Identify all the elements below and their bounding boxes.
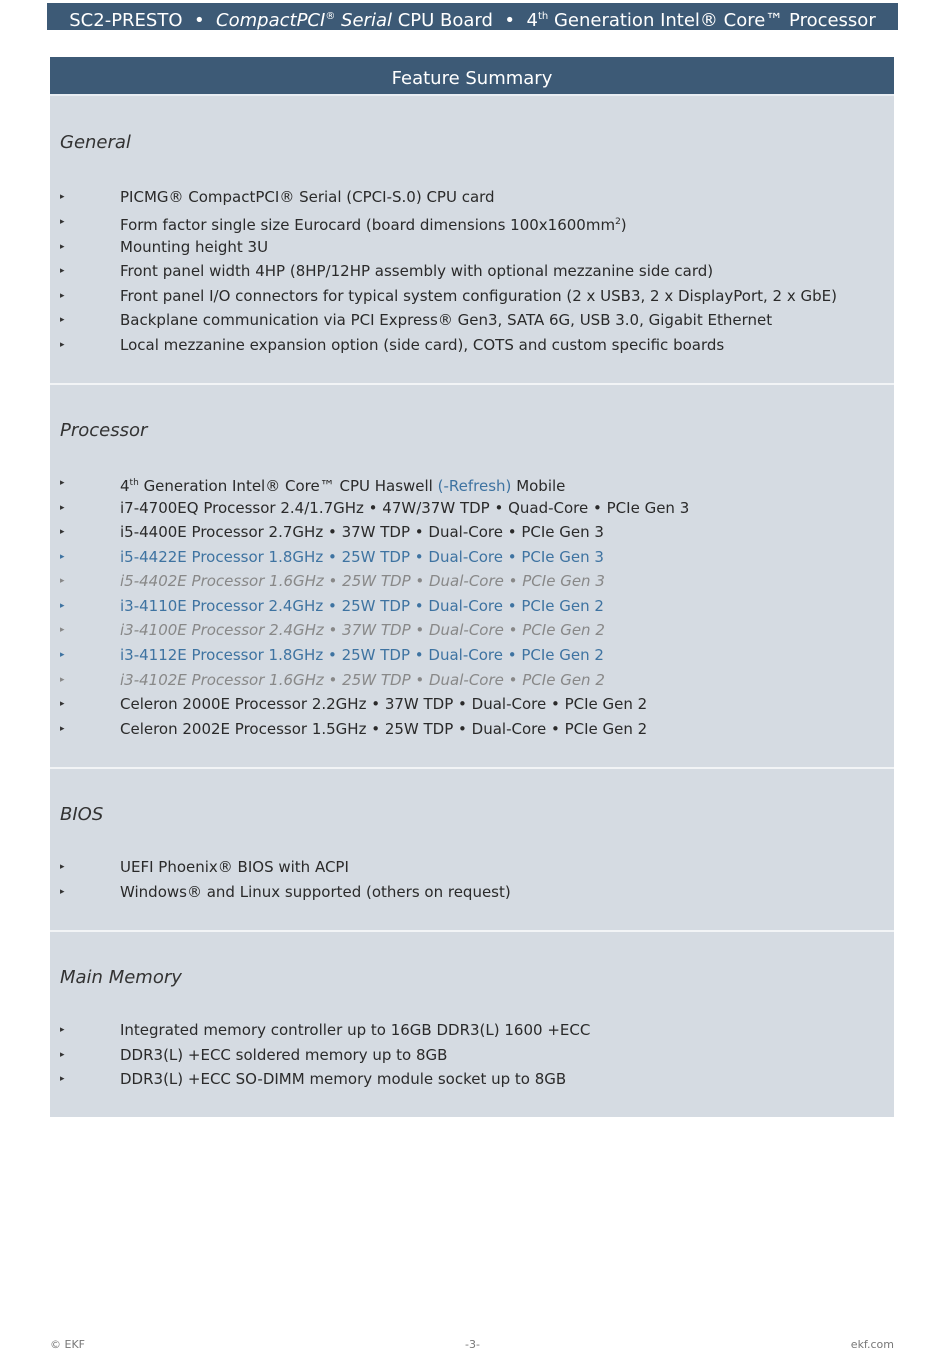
list-item: ▸ i3-4110E Processor 2.4GHz • 25W TDP • Dual-Core • PCIe Gen 2 xyxy=(50,594,894,618)
bullet-icon: ▸ xyxy=(60,1074,65,1084)
list-item: ▸ PICMG® CompactPCI® Serial (CPCI-S.0) CPU card xyxy=(50,185,894,209)
bullet-icon: ▸ xyxy=(60,266,65,276)
section-general xyxy=(50,96,894,385)
bullet-icon: ▸ xyxy=(60,675,65,685)
list-item: ▸ Celeron 2002E Processor 1.5GHz • 25W TDP • Dual-Core • PCIe Gen 2 xyxy=(50,717,894,741)
list-item: ▸ i3-4102E Processor 1.6GHz • 25W TDP • Dual-Core • PCIe Gen 2 xyxy=(50,668,894,692)
bullet-icon: ▸ xyxy=(60,887,65,897)
bullet-icon: ▸ xyxy=(60,217,65,227)
bullet-icon: ▸ xyxy=(60,1050,65,1060)
list-item: ▸ Integrated memory controller up to 16GB DDR3(L) 1600 +ECC xyxy=(50,1018,894,1042)
list-item: ▸ i3-4100E Processor 2.4GHz • 37W TDP • Dual-Core • PCIe Gen 2 xyxy=(50,618,894,642)
bullet-icon: ▸ xyxy=(60,625,65,635)
list-item: ▸ Form factor single size Eurocard (board dimensions $100x1600mm^2$) xyxy=(50,210,894,234)
list-item: ▸ Local mezzanine expansion option (side card), COTS and custom specific boards xyxy=(50,333,894,357)
list-item: ▸ 4th Generation Intel® Core™ CPU Haswell (-Refresh) Mobile xyxy=(50,471,894,495)
bullet-icon: ▸ xyxy=(60,1025,65,1035)
feature-summary-title: Feature Summary xyxy=(50,57,894,96)
header-board: CPU Board xyxy=(397,10,493,31)
list-item: ▸ UEFI Phoenix® BIOS with ACPI xyxy=(50,855,894,879)
bullet-icon: ▸ xyxy=(60,862,65,872)
section-bios xyxy=(50,769,894,932)
bullet-icon: ▸ xyxy=(60,503,65,513)
list-item: ▸ i3-4112E Processor 1.8GHz • 25W TDP • Dual-Core • PCIe Gen 2 xyxy=(50,643,894,667)
list-item: ▸ i5-4400E Processor 2.7GHz • 37W TDP • Dual-Core • PCIe Gen 3 xyxy=(50,520,894,544)
bullet-icon: ▸ xyxy=(60,340,65,350)
bullet-icon: ▸ xyxy=(60,650,65,660)
bullet-icon: ▸ xyxy=(60,699,65,709)
section-title: Main Memory xyxy=(60,967,182,988)
list-item: ▸ i5-4402E Processor 1.6GHz • 25W TDP • Dual-Core • PCIe Gen 3 xyxy=(50,569,894,593)
document-header xyxy=(47,3,898,30)
section-title: BIOS xyxy=(60,804,104,825)
header-bus: CompactPCI® Serial xyxy=(216,10,392,31)
list-item: ▸ DDR3(L) +ECC soldered memory up to 8GB xyxy=(50,1043,894,1067)
bullet-icon: ▸ xyxy=(60,192,65,202)
list-item: ▸ DDR3(L) +ECC SO-DIMM memory module socket up to 8GB xyxy=(50,1067,894,1091)
header-separator: • xyxy=(504,10,516,31)
header-separator: • xyxy=(193,10,205,31)
bullet-icon: ▸ xyxy=(60,552,65,562)
section-main-memory xyxy=(50,932,894,1117)
list-item: ▸ Windows® and Linux supported (others on request) xyxy=(50,880,894,904)
section-processor xyxy=(50,385,894,769)
bullet-icon: ▸ xyxy=(60,291,65,301)
footer-copyright: © EKF xyxy=(50,1338,85,1351)
list-item: ▸ Celeron 2000E Processor 2.2GHz • 37W TDP • Dual-Core • PCIe Gen 2 xyxy=(50,692,894,716)
section-title: Processor xyxy=(60,420,148,441)
list-item: ▸ i7-4700EQ Processor 2.4/1.7GHz • 47W/37W TDP • Quad-Core • PCIe Gen 3 xyxy=(50,496,894,520)
list-item: ▸ Mounting height 3U xyxy=(50,235,894,259)
footer-page-number: -3- xyxy=(465,1338,480,1351)
bullet-icon: ▸ xyxy=(60,527,65,537)
bullet-icon: ▸ xyxy=(60,601,65,611)
bullet-icon: ▸ xyxy=(60,242,65,252)
list-item: ▸ Front panel I/O connectors for typical system configuration (2 x USB3, 2 x DisplayPort, 2 x GbE) xyxy=(50,284,894,308)
list-item: ▸ i5-4422E Processor 1.8GHz • 25W TDP • Dual-Core • PCIe Gen 3 xyxy=(50,545,894,569)
header-generation: 4th Generation Intel® Core™ Processor xyxy=(526,10,876,31)
header-model: SC2-PRESTO xyxy=(69,10,183,31)
bullet-icon: ▸ xyxy=(60,724,65,734)
list-item: ▸ Front panel width 4HP (8HP/12HP assembly with optional mezzanine side card) xyxy=(50,259,894,283)
list-item: ▸ Backplane communication via PCI Express® Gen3, SATA 6G, USB 3.0, Gigabit Ethernet xyxy=(50,308,894,332)
bullet-icon: ▸ xyxy=(60,576,65,586)
bullet-icon: ▸ xyxy=(60,478,65,488)
bullet-icon: ▸ xyxy=(60,315,65,325)
footer-website: ekf.com xyxy=(850,1338,894,1351)
section-title: General xyxy=(60,132,131,153)
